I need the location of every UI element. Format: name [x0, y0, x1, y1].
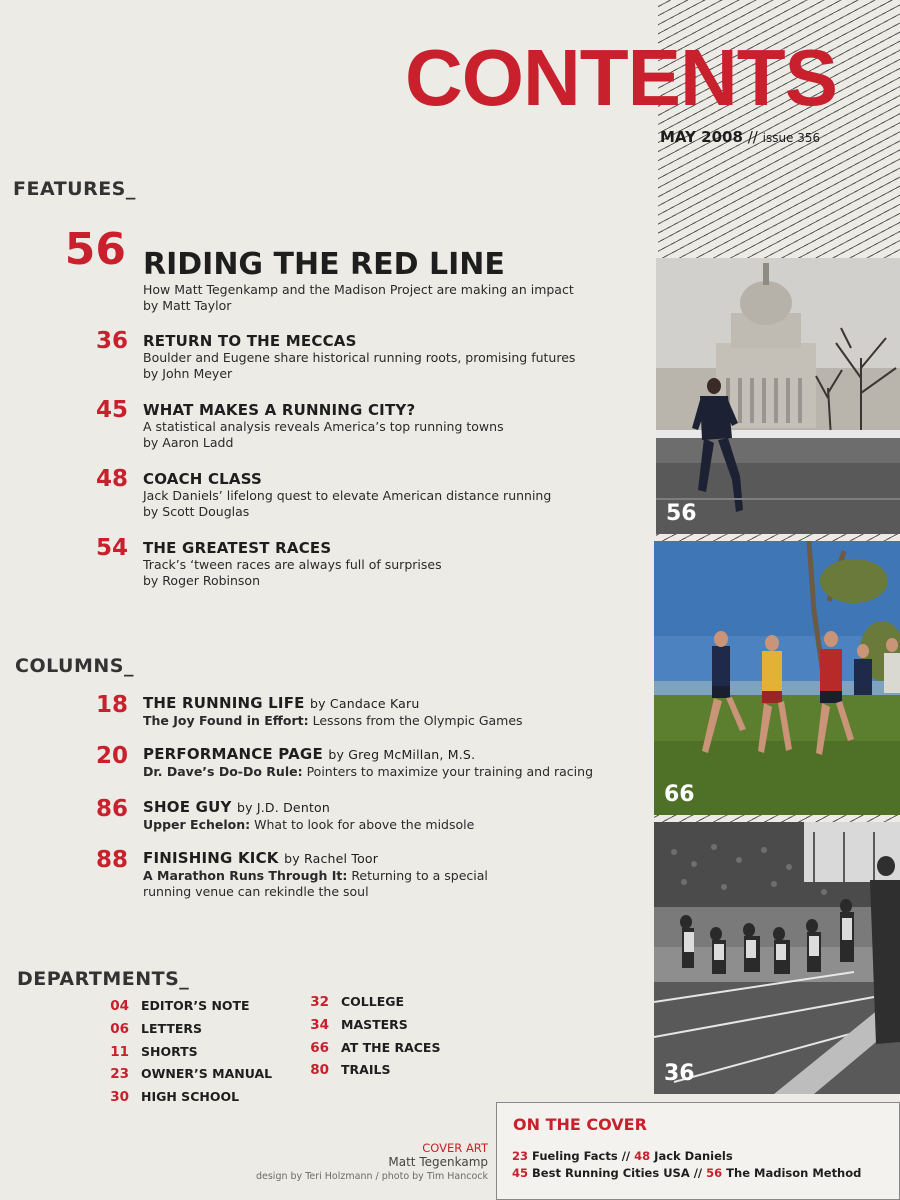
department-item[interactable]	[307, 1017, 408, 1033]
column-subtitle: The Joy Found in Effort:	[143, 713, 309, 728]
column-title: SHOE GUY	[143, 798, 232, 816]
feature-byline: by Scott Douglas	[143, 504, 250, 519]
cover-page-number: 48	[634, 1149, 651, 1163]
department-item[interactable]	[107, 1089, 239, 1105]
column-description: Returning to a special	[351, 868, 488, 883]
department-page-number: 23	[110, 1066, 129, 1082]
feature-byline: by John Meyer	[143, 366, 233, 381]
issue-date: MAY 2008	[660, 128, 743, 146]
feature-byline: by Roger Robinson	[143, 573, 260, 588]
cross-country-illustration	[654, 541, 900, 815]
column-byline: by J.D. Denton	[236, 800, 331, 815]
decorative-stripes	[656, 534, 900, 541]
capitol-runner-photo[interactable]	[656, 258, 900, 534]
column-title: THE RUNNING LIFE	[143, 694, 305, 712]
vintage-track-illustration	[654, 822, 900, 1094]
feature-description: Jack Daniels’ lifelong quest to elevate American distance running	[143, 488, 552, 503]
column-description: What to look for above the midsole	[254, 817, 475, 832]
cover-story: The Madison Method	[726, 1166, 862, 1180]
cover-page-number: 56	[706, 1166, 723, 1180]
feature-byline: by Matt Taylor	[143, 298, 232, 313]
column-page-number: 88	[95, 847, 128, 873]
column-subtitle: A Marathon Runs Through It:	[143, 868, 348, 883]
department-page-number: 80	[310, 1062, 329, 1078]
feature-page-number: 56	[64, 224, 126, 275]
department-item[interactable]	[107, 1044, 198, 1060]
feature-title: RETURN TO THE MECCAS	[143, 332, 357, 350]
cover-story: Jack Daniels	[654, 1149, 733, 1163]
column-page-number: 18	[95, 692, 128, 718]
feature-title: WHAT MAKES A RUNNING CITY?	[143, 401, 416, 419]
feature-description: How Matt Tegenkamp and the Madison Project are making an impact	[143, 282, 574, 297]
cover-page-number: 45	[512, 1166, 529, 1180]
department-page-number: 06	[110, 1021, 129, 1037]
department-label: OWNER’S MANUAL	[141, 1066, 273, 1081]
cross-country-race-photo[interactable]	[654, 541, 900, 815]
cover-line[interactable]	[512, 1149, 733, 1163]
feature-title: COACH CLASS	[143, 470, 263, 488]
department-label: MASTERS	[341, 1017, 408, 1032]
on-the-cover-box	[496, 1102, 900, 1200]
page-title: CONTENTS	[405, 33, 837, 122]
column-description: Lessons from the Olympic Games	[312, 713, 523, 728]
department-page-number: 11	[110, 1044, 129, 1060]
column-page-number: 20	[95, 743, 128, 769]
department-label: LETTERS	[141, 1021, 203, 1036]
department-item[interactable]	[307, 1062, 390, 1078]
column-byline: by Candace Karu	[310, 696, 420, 711]
column-byline: by Rachel Toor	[284, 851, 379, 866]
feature-title: RIDING THE RED LINE	[143, 247, 505, 282]
feature-page-number: 48	[95, 466, 128, 492]
vintage-track-start-photo[interactable]	[654, 822, 900, 1094]
feature-description: Track’s ‘tween races are always full of surprises	[143, 557, 442, 572]
column-page-number: 86	[95, 796, 128, 822]
issue-separator: //	[747, 128, 758, 146]
column-subtitle: Upper Echelon:	[143, 817, 251, 832]
cover-story: Best Running Cities USA //	[532, 1166, 703, 1180]
feature-page-number: 45	[95, 397, 128, 423]
feature-page-number: 54	[95, 535, 128, 561]
cover-story: Fueling Facts //	[532, 1149, 631, 1163]
features-heading: FEATURES_	[13, 178, 136, 200]
department-label: HIGH SCHOOL	[141, 1089, 240, 1104]
feature-byline: by Aaron Ladd	[143, 435, 234, 450]
column-title: PERFORMANCE PAGE	[143, 745, 323, 763]
issue-line	[660, 128, 820, 146]
column-description: Pointers to maximize your training and racing	[306, 764, 594, 779]
issue-number: issue 356	[762, 131, 821, 145]
feature-page-number: 36	[95, 328, 128, 354]
on-the-cover-heading: ON THE COVER	[513, 1115, 647, 1134]
department-page-number: 66	[310, 1040, 329, 1056]
department-label: TRAILS	[341, 1062, 391, 1077]
cover-art-label: COVER ART	[422, 1141, 488, 1155]
cover-page-number: 23	[512, 1149, 529, 1163]
feature-description: A statistical analysis reveals America’s top running towns	[143, 419, 504, 434]
department-page-number: 04	[110, 998, 129, 1014]
cover-art-credits: design by Teri Holzmann / photo by Tim Hancock	[255, 1171, 488, 1182]
department-page-number: 30	[110, 1089, 129, 1105]
department-item[interactable]	[307, 1040, 440, 1056]
photo-page-number: 36	[664, 1061, 695, 1086]
department-label: SHORTS	[141, 1044, 198, 1059]
department-label: EDITOR’S NOTE	[141, 998, 250, 1013]
department-page-number: 32	[310, 994, 329, 1010]
capitol-runner-illustration	[656, 258, 900, 534]
department-item[interactable]	[107, 998, 250, 1014]
department-label: AT THE RACES	[341, 1040, 441, 1055]
photo-page-number: 66	[664, 782, 695, 807]
department-item[interactable]	[307, 994, 404, 1010]
decorative-stripes	[654, 815, 900, 822]
column-subtitle: Dr. Dave’s Do-Do Rule:	[143, 764, 303, 779]
column-description-continued: running venue can rekindle the soul	[143, 884, 369, 899]
cover-line[interactable]	[512, 1166, 861, 1180]
feature-description: Boulder and Eugene share historical running roots, promising futures	[143, 350, 576, 365]
department-item[interactable]	[107, 1066, 272, 1082]
column-title: FINISHING KICK	[143, 849, 279, 867]
department-label: COLLEGE	[341, 994, 405, 1009]
column-byline: by Greg McMillan, M.S.	[328, 747, 476, 762]
columns-heading: COLUMNS_	[15, 655, 134, 677]
photo-page-number: 56	[666, 501, 697, 526]
cover-art-name: Matt Tegenkamp	[388, 1155, 488, 1169]
departments-heading: DEPARTMENTS_	[17, 968, 190, 990]
feature-title: THE GREATEST RACES	[143, 539, 332, 557]
department-page-number: 34	[310, 1017, 329, 1033]
department-item[interactable]	[107, 1021, 202, 1037]
